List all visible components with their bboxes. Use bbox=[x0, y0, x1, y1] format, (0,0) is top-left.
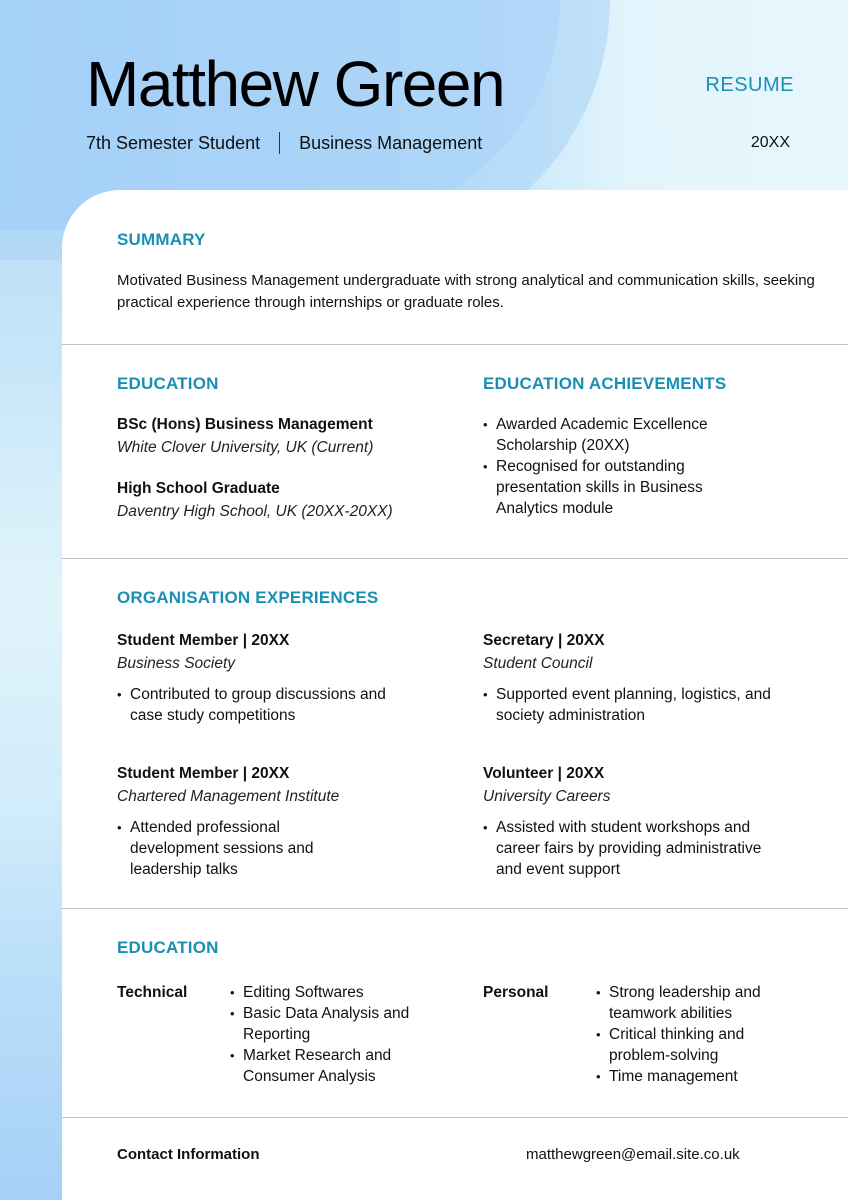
organisation-bullets bbox=[117, 817, 357, 880]
organisation-item bbox=[117, 630, 397, 726]
organisation-role: Student Member | 20XX bbox=[117, 765, 290, 782]
section-divider bbox=[62, 1117, 848, 1118]
candidate-subtitle bbox=[86, 132, 482, 154]
section-divider bbox=[62, 344, 848, 345]
resume-header bbox=[0, 0, 848, 190]
organisation-bullet: • Contributed to group discussions and case study competitions bbox=[117, 684, 397, 726]
document-label: RESUME bbox=[705, 74, 794, 96]
organisation-heading: ORGANISATION EXPERIENCES bbox=[117, 588, 379, 607]
personal-skills-list bbox=[596, 982, 796, 1087]
education-item bbox=[117, 478, 457, 524]
resume-body bbox=[62, 190, 848, 1200]
education-degree: BSc (Hons) Business Management bbox=[117, 416, 373, 433]
organisation-name: Chartered Management Institute bbox=[117, 788, 340, 805]
candidate-role: 7th Semester Student bbox=[86, 132, 261, 153]
education-school: Daventry High School, UK (20XX-20XX) bbox=[117, 503, 393, 520]
candidate-field: Business Management bbox=[299, 132, 483, 153]
organisation-item bbox=[117, 763, 397, 880]
organisation-role: Secretary | 20XX bbox=[483, 632, 605, 649]
organisation-name: University Careers bbox=[483, 788, 611, 805]
organisation-name: Business Society bbox=[117, 655, 236, 672]
section-divider bbox=[62, 558, 848, 559]
organisation-bullets bbox=[483, 817, 768, 880]
candidate-name: Matthew Green bbox=[86, 48, 505, 120]
achievements-list bbox=[483, 414, 753, 519]
skill-item: • Critical thinking and problem-solving bbox=[596, 1024, 796, 1066]
organisation-name: Student Council bbox=[483, 655, 593, 672]
organisation-bullet: • Assisted with student workshops and career fairs by providing administrative and event support bbox=[483, 817, 768, 880]
skills-personal-label: Personal bbox=[483, 984, 549, 1001]
education-heading: EDUCATION bbox=[117, 374, 219, 393]
organisation-bullets bbox=[117, 684, 397, 726]
skill-item: • Basic Data Analysis and Reporting bbox=[230, 1003, 430, 1045]
contact-email[interactable]: matthewgreen@email.site.co.uk bbox=[526, 1146, 740, 1163]
summary-line: Motivated Business Management undergraduate with strong analytical and bbox=[117, 272, 614, 289]
organisation-item bbox=[483, 630, 783, 726]
achievements-heading: EDUCATION ACHIEVEMENTS bbox=[483, 374, 727, 393]
organisation-item bbox=[483, 763, 768, 880]
skill-item: • Strong leadership and teamwork abilities bbox=[596, 982, 796, 1024]
summary-paragraph bbox=[117, 270, 817, 314]
subtitle-separator bbox=[279, 132, 280, 154]
achievement-item: • Recognised for outstanding presentation skills in Business Analytics module bbox=[483, 456, 753, 519]
summary-line: communication skills, seeking practical experience through internships or graduate roles. bbox=[117, 272, 815, 311]
contact-label: Contact Information bbox=[117, 1146, 260, 1163]
left-background-strip bbox=[0, 780, 62, 1200]
resume-year: 20XX bbox=[750, 134, 790, 151]
organisation-bullets bbox=[483, 684, 783, 726]
organisation-role: Student Member | 20XX bbox=[117, 632, 290, 649]
organisation-bullet: • Attended professional development sessions and leadership talks bbox=[117, 817, 357, 880]
organisation-bullet: • Supported event planning, logistics, and society administration bbox=[483, 684, 783, 726]
skills-technical-label: Technical bbox=[117, 984, 188, 1001]
skill-item: • Editing Softwares bbox=[230, 982, 430, 1003]
technical-skills-list bbox=[230, 982, 430, 1087]
skill-item: • Time management bbox=[596, 1066, 796, 1087]
section-divider bbox=[62, 908, 848, 909]
education-item bbox=[117, 414, 457, 460]
summary-heading: SUMMARY bbox=[117, 230, 206, 249]
education-school: White Clover University, UK (Current) bbox=[117, 439, 374, 456]
skill-item: • Market Research and Consumer Analysis bbox=[230, 1045, 430, 1087]
organisation-role: Volunteer | 20XX bbox=[483, 765, 605, 782]
skills-heading: EDUCATION bbox=[117, 938, 219, 957]
achievement-item: • Awarded Academic Excellence Scholarship (20XX) bbox=[483, 414, 753, 456]
education-degree: High School Graduate bbox=[117, 480, 280, 497]
